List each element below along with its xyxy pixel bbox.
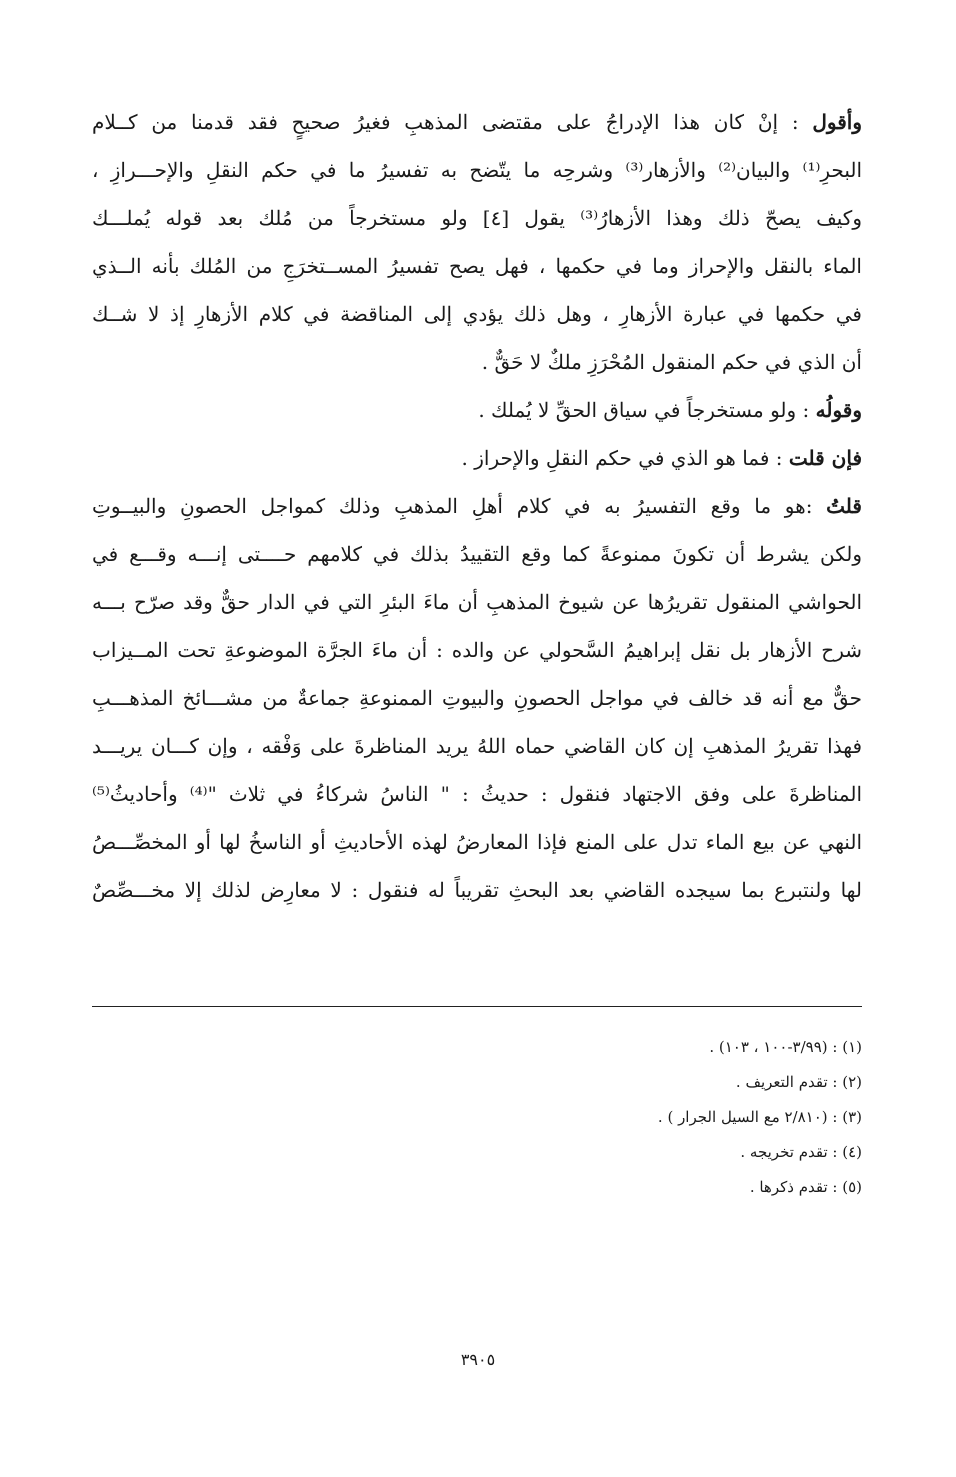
line-lead: وأقول	[812, 110, 862, 134]
line-text: البحرِ⁽¹⁾ والبيان⁽²⁾ والأزهار⁽³⁾ وشرحِه ما يتّضح به تفسيرُ ما في حكم النقلِ والإحـــرازِ ،	[92, 158, 862, 182]
line-text: : فما هو الذي في حكم النقلِ والإحراز .	[461, 446, 789, 470]
line-text: ولكن يشرط أن تكونَ ممنوعةً كما وقع التقييدُ بذلك في كلامهم حــــتى إنـــه وقـــع في	[92, 542, 862, 566]
text-line	[92, 818, 862, 866]
footnote: (٣) : (٢/٨١٠ مع السيل الجرار ) .	[657, 1108, 862, 1126]
text-line	[92, 674, 862, 722]
text-line	[92, 194, 862, 242]
line-text: حقٌّ مع أنه قد خالف في مواجل الحصونِ والبيوتِ الممنوعةِ جماعةٌ من مشـــائخ المذهـــبِ	[92, 686, 862, 710]
line-text: لها ولنتبرع بما سيجده القاضي بعد البحثِ تقريباً له فنقول : لا معارِض لذلك إلا مخـــصِّصٌ	[92, 878, 862, 902]
line-text: : ولو مستخرجاً في سياق الحقِّ لا يُملك .	[478, 398, 816, 422]
line-lead: فإن قلت	[788, 446, 862, 470]
page-number: ٣٩٠٥	[460, 1350, 496, 1369]
line-text: أن الذي في حكم المنقول المُحْرَزِ ملكٌ لا حَقٌّ .	[481, 350, 862, 374]
line-lead: قلتُ	[826, 494, 862, 518]
footnote: (٥) : تقدم ذكرها .	[749, 1178, 862, 1196]
main-text	[92, 98, 862, 914]
line-text: : إنْ كان هذا الإدراجُ على مقتضى المذهبِ فغيرُ صحيحٍ فقد قدمنا من كــلام	[92, 110, 813, 134]
line-text: وكيف يصحّ ذلك وهذا الأزهارُ⁽³⁾ يقول [٤] ولو مستخرجاً من مُلك بعد قوله يُملـــك	[92, 206, 862, 230]
footnote: (٢) : تقدم التعريف .	[735, 1073, 862, 1091]
line-text: المناظرةَ على وفق الاجتهاد فنقول : حديثُ : " الناسُ شركاءُ في ثلاث "⁽⁴⁾ وأحاديثُ⁽⁵⁾	[92, 782, 862, 806]
text-line	[92, 338, 862, 386]
text-line	[92, 434, 862, 482]
text-line	[92, 770, 862, 818]
line-text: في حكمها في عبارة الأزهارِ ، وهل ذلك يؤدي إلى المناقضة في كلام الأزهارِ إذ لا شــك	[92, 302, 862, 326]
text-line	[92, 146, 862, 194]
footnotes	[92, 1030, 862, 1205]
footnote: (٤) : تقدم تخريجه .	[740, 1143, 862, 1161]
line-text: شرح الأزهار بل نقل إبراهيمُ السَّحولي عن والده : أن ماءَ الجرَّة الموضوعةِ تحت المــيزاب	[92, 638, 862, 662]
text-line	[92, 866, 862, 914]
line-text: فهذا تقريرُ المذهبِ إن كان القاضي حماه اللهُ يريد المناظرةَ على وَفْقه ، وإن كـــان يريـــد	[92, 734, 862, 758]
line-lead: وقولُه	[815, 398, 862, 422]
text-line	[92, 482, 862, 530]
text-line	[92, 626, 862, 674]
text-line	[92, 242, 862, 290]
line-text: الحواشي المنقول تقريرُها عن شيوخ المذهبِ أن ماءَ البئرِ التي في الدار حقٌّ وقد صرّح بـــه	[92, 590, 862, 614]
text-line	[92, 98, 862, 146]
line-text: :هو ما وقع التفسيرُ به في كلام أهلِ المذهبِ وذلك كمواجل الحصونِ والبيــوتِ	[92, 494, 827, 518]
text-line	[92, 722, 862, 770]
text-line	[92, 530, 862, 578]
line-text: النهي عن بيع الماء تدل على المنع فإذا المعارضُ لهذه الأحاديثِ أو الناسخُ لها أو المخصِّـــصُ	[92, 830, 862, 854]
line-text: الماء بالنقل والإحراز وما في حكمها ، فهل يصح تفسيرُ المســتخرَجِ من المُلك بأنه الــذي	[92, 254, 862, 278]
text-line	[92, 290, 862, 338]
text-line	[92, 386, 862, 434]
footnote: (١) : (٣/٩٩-١٠٠ ، ١٠٣) .	[709, 1038, 862, 1056]
text-line	[92, 578, 862, 626]
footnote-divider	[92, 1006, 862, 1007]
